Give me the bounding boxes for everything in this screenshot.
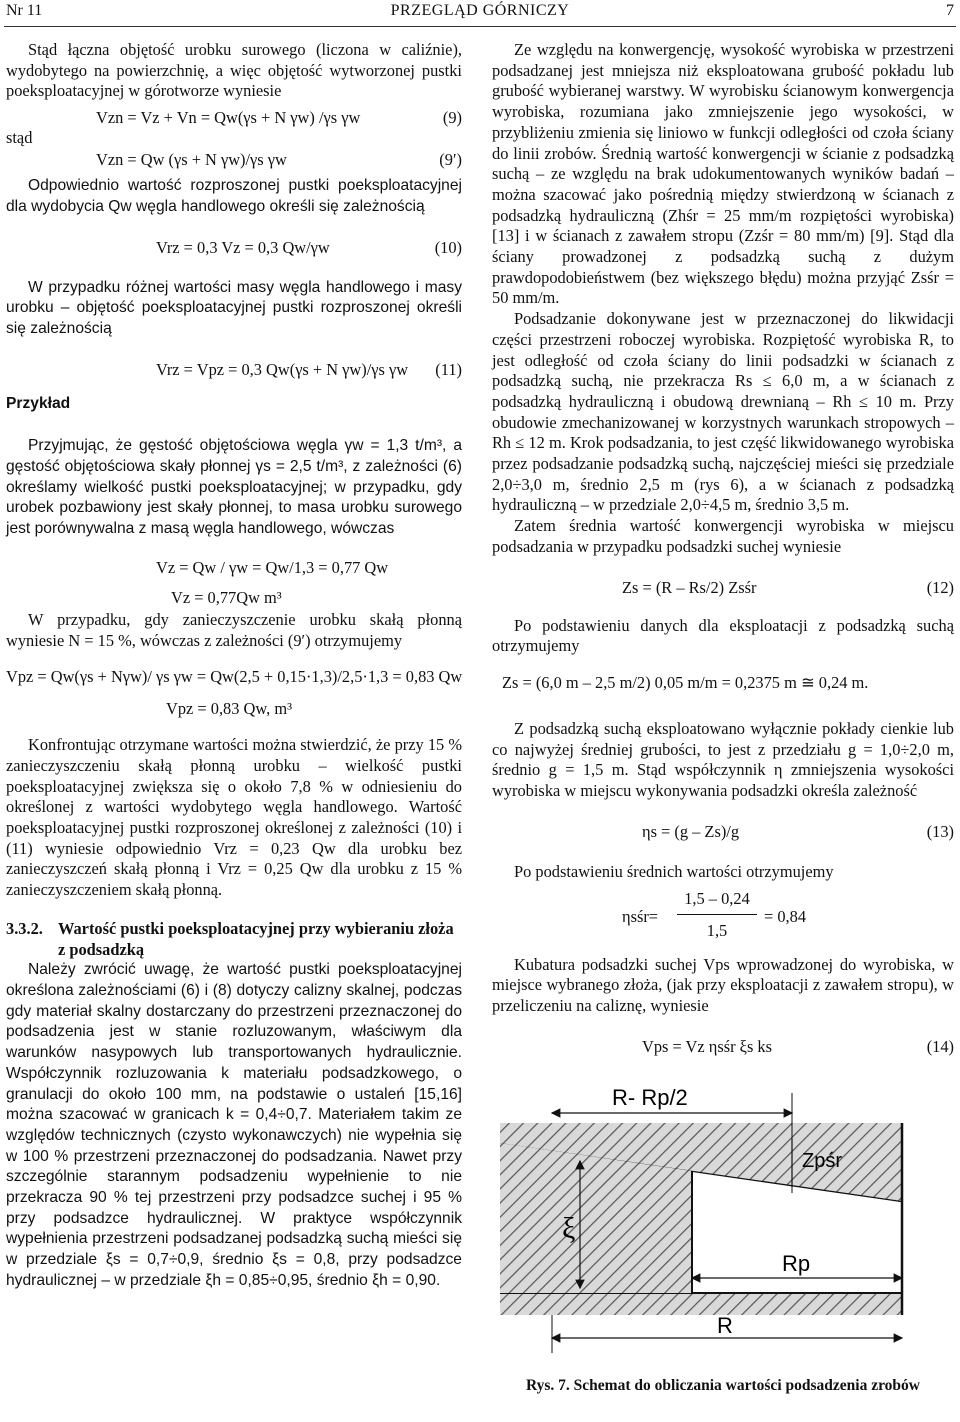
label-xi: ξ bbox=[562, 1211, 576, 1245]
journal-title: PRZEGLĄD GÓRNICZY bbox=[390, 2, 570, 19]
paragraph: Kubatura podsadzki suchej Vps wprowadzonej do wyrobiska, w miejsce wybranego złoża, (jak przy eksploatacji z zawałem stropu), w przeliczeniu na caliznę, wyniesie bbox=[492, 954, 954, 1015]
paragraph: Z podsadzką suchą eksploatowano wyłącznie pokłady cienkie lub co najwyżej średniej grubości, to jest z przedziału g = 1,0÷2,0 m, średnio g = 1,5 m. Stąd współczynnik η zmniejszenia wysokości wyrobiska w miejscu wykonywania podsadzki określa zależność bbox=[492, 718, 954, 801]
section-number: 3.3.2. bbox=[6, 918, 43, 938]
label-r: R bbox=[717, 1312, 733, 1338]
paragraph: Należy zwrócić uwagę, że wartość pustki poeksploatacyjnej określona zależnościami (6) i (8) dotyczy calizny skalnej, podczas gdy materiał skalny dostarczany do przestrzeni przeznaczonej do podsadzenia jest w stanie rozluzowanym, właściwym dla warunków nasypowych lub transportowanych hydraulicznie. Współczynnik rozluzowania k materiału podsadzkowego, o granulacji do około 100 mm, na podstawie o ustaleń [15,16] można szacować w granicach k = 0,4÷0,7. Materiałem takim ze względów technicznych (czysto wykonawczych) nie wypełnia się w 100 % przestrzeni przeznaczonej do podsadzania. Nawet przy szczególnie starannym podsadzeniu wypełnienie to nie przekracza 90 % tej przestrzeni przy podsadzce suchej i 95 % przy podsadzce hydraulicznej. W praktyce współczynnik wypełnienia przestrzeni podsadzanej podsadzką suchą mieści się w przedziale ξs = 0,7÷0,9, średnio ξs = 0,8, przy podsadzce hydraulicznej – w przedziale ξh = 0,85÷0,95, średnio ξh = 0,90. bbox=[6, 961, 462, 1289]
fraction-numerator: 1,5 – 0,24 bbox=[684, 888, 750, 908]
paragraph: Konfrontując otrzymane wartości można stwierdzić, że przy 15 % zanieczyszczeniu skałą płonną urobku – wielkość pustki poeksploatacyjnej zwiększa się o około 7,8 % w odniesieniu do określonej z wartości wydobytego węgla handlowego. Wartość poeksploatacyjnej pustki rozproszonej określonej z zależności (10) i (11) wyniesie odpowiednio Vrz = 0,23 Qw dla urobku bez zanieczyszczeń skałą płonną i Vrz = 0,25 Qw dla urobku z 15 % zanieczyszczeniem skałą płonną. bbox=[6, 735, 462, 900]
left-column bbox=[6, 40, 462, 1292]
example-heading: Przykład bbox=[6, 394, 71, 412]
section-heading bbox=[6, 919, 462, 960]
equation-vz bbox=[6, 558, 462, 580]
page-header bbox=[0, 2, 960, 26]
equation-text: Vpz = Qw(γs + Nγw)/ γs γw = Qw(2,5 + 0,15·1,3)/2,5·1,3 = 0,83 Qw bbox=[6, 667, 463, 687]
equation-number: (9′) bbox=[439, 150, 462, 170]
equation-9-prime bbox=[6, 150, 462, 170]
equation-13 bbox=[492, 822, 954, 844]
figure-7 bbox=[492, 1083, 954, 1397]
fraction-denominator: 1,5 bbox=[706, 920, 728, 940]
equation-number: (10) bbox=[434, 237, 462, 257]
paragraph: Przyjmując, że gęstość objętościowa węgla γw = 1,3 t/m³, a gęstość objętościowa skały płonnej γs = 2,5 t/m³, z zależności (6) określamy wielkość pustki poeksploatacyjnej; w przypadku, gdy urobek pozbawiony jest skały płonnej, to masa urobku surowego jest porównywalna z masą węgla handlowego, wówczas bbox=[6, 437, 462, 538]
equation-number: (9) bbox=[442, 108, 462, 128]
fraction-bar bbox=[677, 914, 757, 915]
paragraph: Po podstawieniu danych dla eksploatacji z podsadzką suchą otrzymujemy bbox=[492, 615, 954, 656]
header-rule bbox=[4, 26, 956, 27]
equation-number: (14) bbox=[926, 1036, 954, 1056]
paragraph: Stąd łączna objętość urobku surowego (liczona w caliźnie), wydobytego na powierzchnię, a więc objętość wytworzonej pustki poeksploatacyjnej w górotworze wyniesie bbox=[6, 40, 462, 101]
equation-vz-result bbox=[6, 588, 462, 610]
equation-text: Vzn = Qw (γs + N γw)/γs γw bbox=[96, 150, 287, 170]
equation-number: (13) bbox=[926, 821, 954, 841]
paragraph: Podsadzanie dokonywane jest w przeznaczonej do likwidacji części przestrzeni roboczej wyrobiska. Rozpiętość wyrobiska R, to jest odległość od czoła ściany do linii podsadzki w ścianach z podsadzką suchą, nie przekracza Rs ≤ 6,0 m, a w ścianach z podsadzką hydrauliczną i obudową drewnianą – Rh ≤ 10 m. Przy obudowie zmechanizowanej w korzystnych warunkach stropowych – Rh ≤ 12 m. Krok podsadzania, to jest część likwidowanego wyrobiska przez podsadzanie podsadzką suchą, najczęściej mieści się przedziale 2,0÷3,0 m, średnio 2,5 m (rys 6), a w ścianach z podsadzką hydrauliczną – w przedziale 2,0÷4,5 m, średnio 3,5 m. bbox=[492, 309, 954, 515]
backfill-scheme-diagram bbox=[492, 1083, 954, 1363]
connector-word: stąd bbox=[6, 128, 33, 148]
equation-number: (12) bbox=[926, 577, 954, 597]
equation-vpz bbox=[6, 667, 462, 689]
label-rp: Rp bbox=[782, 1250, 811, 1276]
equation-text: Vpz = 0,83 Qw, m³ bbox=[166, 699, 292, 719]
page-number: 7 bbox=[946, 2, 954, 19]
paragraph: Ze względu na konwergencję, wysokość wyrobiska w przestrzeni podsadzanej jest mniejsza niż eksploatowana grubość pokładu lub grubość wybieranej warstwy. W wyrobisku ścianowym konwergencja wyrobiska, rozumiana jako zmniejszenie jego wysokości, w przybliżeniu zmienia się liniowo w funkcji odległości od czoła ściany do linii zrobów. Średnią wartość konwergencji w ścianie z podsadzką suchą – ze względu na brak udokumentowanych wyników badań – można szacować jako pośrednią między stwierdzoną w ścianach z podsadzką hydrauliczną (Zhśr = 25 mm/m rozpiętości wyrobiska) [13] i w ścianach z zawałem stropu (Zzśr = 80 mm/m) [9]. Stąd dla ściany prowadzonej z podsadzką suchą z dużym prawdopodobieństwem (bez większego błędu) można przyjąć Zsśr = 50 mm/m. bbox=[492, 40, 954, 308]
equation-lhs: ηsśr= bbox=[622, 906, 659, 926]
paragraph: W przypadku, gdy zanieczyszczenie urobku skałą płonną wyniesie N = 15 %, wówczas z zależności (9′) otrzymujemy bbox=[6, 609, 462, 650]
figure-caption: Rys. 7. Schemat do obliczania wartości podsadzenia zrobów bbox=[526, 1377, 920, 1395]
label-r-minus-rp-half: R- Rp/2 bbox=[612, 1084, 688, 1110]
paragraph: Po podstawieniu średnich wartości otrzymujemy bbox=[514, 861, 834, 881]
paragraph: W przypadku różnej wartości masy węgla handlowego i masy urobku – objętość poeksploatacyjnej pustki rozproszonej określi się zależnością bbox=[6, 278, 462, 337]
equation-number: (11) bbox=[435, 359, 462, 379]
equation-text: Vz = Qw / γw = Qw/1,3 = 0,77 Qw bbox=[156, 557, 389, 577]
paragraph: Odpowiednio wartość rozproszonej pustki poeksploatacyjnej dla wydobycia Qw węgla handlowego określi się zależnością bbox=[6, 177, 462, 215]
equation-10 bbox=[6, 238, 462, 260]
equation-text: Vrz = Vpz = 0,3 Qw(γs + N γw)/γs γw bbox=[156, 359, 409, 379]
paragraph: Zatem średnia wartość konwergencji wyrobiska w miejscu podsadzania w przypadku podsadzki suchej wyniesie bbox=[492, 516, 954, 556]
equation-text: Vz = 0,77Qw m³ bbox=[171, 587, 282, 607]
equation-text: Vzn = Vz + Vn = Qw(γs + N γw) /γs γw bbox=[96, 108, 361, 128]
issue-number: Nr 11 bbox=[6, 2, 43, 19]
section-title: Wartość pustki poeksploatacyjnej przy wybieraniu złoża z podsadzką bbox=[58, 918, 454, 959]
right-column bbox=[492, 40, 954, 1397]
equation-text: Zs = (6,0 m – 2,5 m/2) 0,05 m/m = 0,2375 m ≅ 0,24 m. bbox=[502, 672, 869, 692]
equation-14 bbox=[492, 1037, 954, 1059]
equation-9 bbox=[6, 108, 462, 128]
label-zpsr: Zpśr bbox=[802, 1149, 842, 1172]
equation-text: Zs = (R – Rs/2) Zsśr bbox=[622, 577, 757, 597]
equation-zs bbox=[492, 673, 954, 695]
floor-strata bbox=[500, 1293, 902, 1315]
equation-vpz-result bbox=[6, 699, 462, 721]
equation-11 bbox=[6, 360, 462, 382]
equation-text: Vps = Vz ηsśr ξs ks bbox=[642, 1036, 773, 1056]
equation-text: Vrz = 0,3 Vz = 0,3 Qw/γw bbox=[156, 237, 330, 257]
equation-result: = 0,84 bbox=[764, 906, 807, 926]
stad-line bbox=[6, 128, 462, 148]
equation-text: ηs = (g – Zs)/g bbox=[642, 821, 740, 841]
equation-12 bbox=[492, 578, 954, 600]
equation-eta bbox=[492, 889, 954, 945]
